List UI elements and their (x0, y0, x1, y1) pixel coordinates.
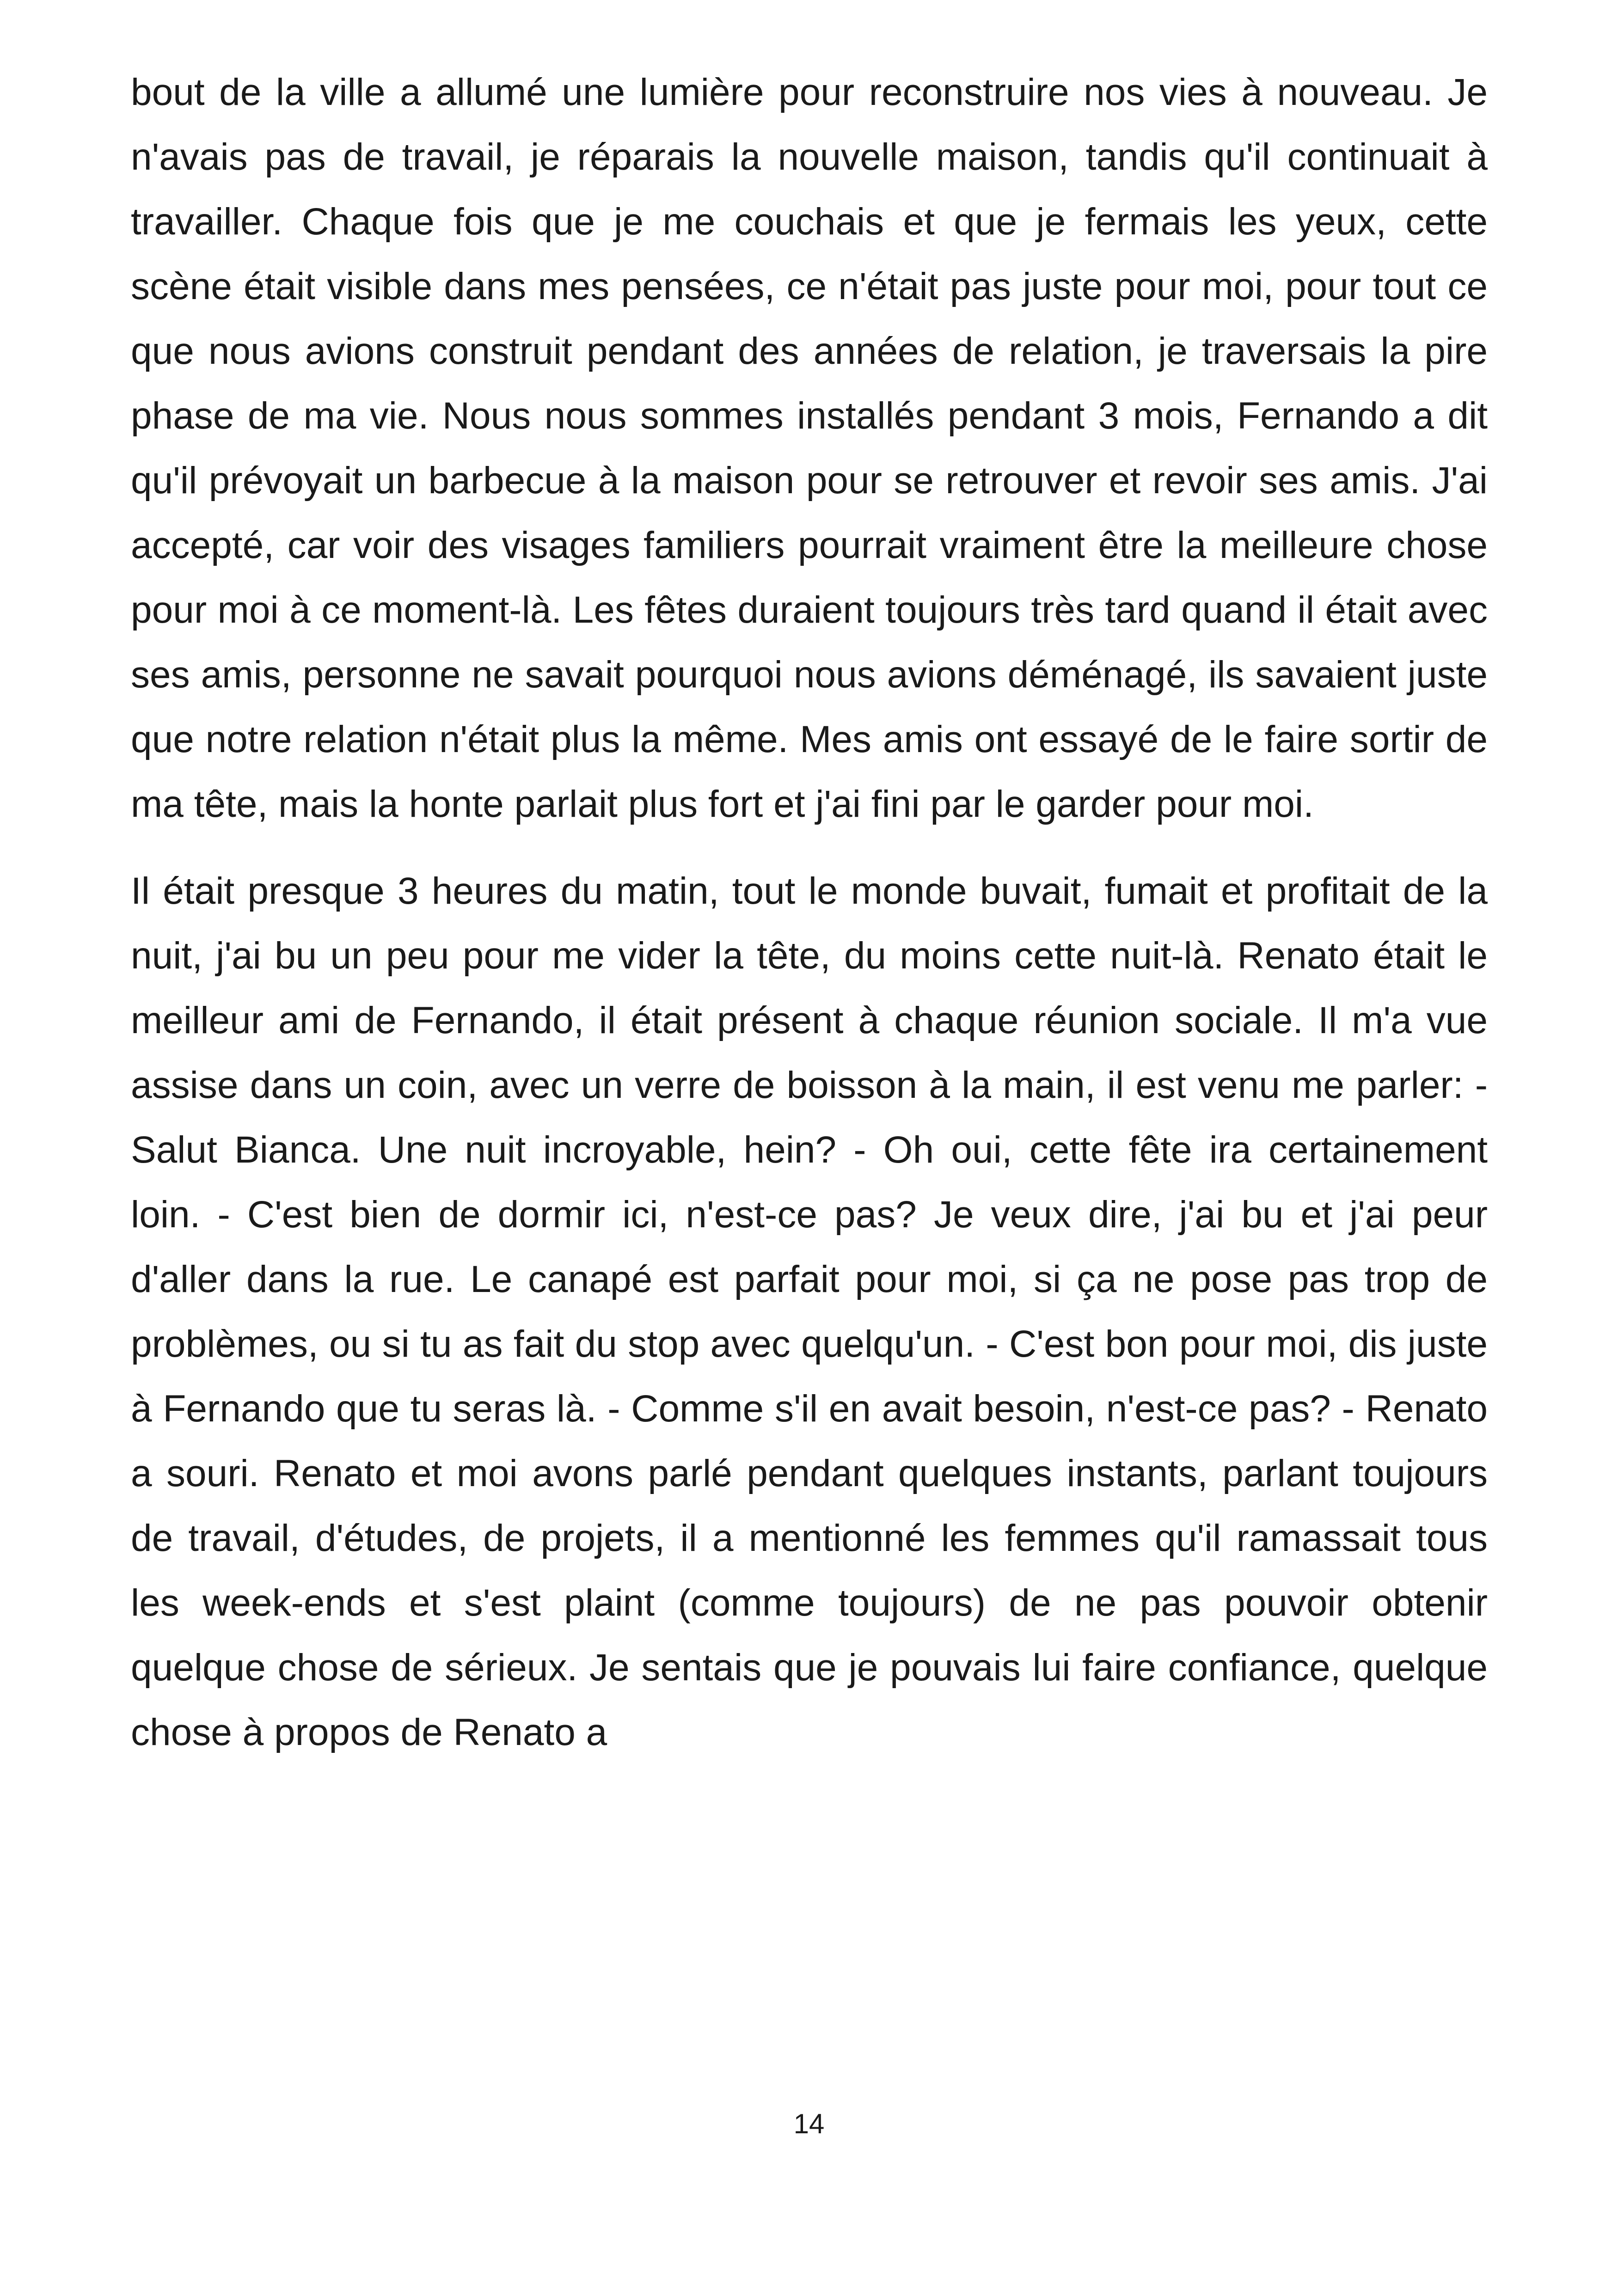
page-body (131, 60, 1488, 1765)
page-number: 14 (793, 2108, 825, 2139)
paragraph-2: Il était presque 3 heures du matin, tout le monde buvait, fumait et profitait de la nuit, j'ai bu un peu pour me vider la tête, du moins cette nuit-là. Renato était le meilleur ami de Fernando, il était présent à chaque réunion sociale. Il m'a vue assise dans un coin, avec un verre de boisson à la main, il est venu me parler: - Salut Bianca. Une nuit incroyable, hein? - Oh oui, cette fête ira certainement loin. - C'est bien de dormir ici, n'est-ce pas? Je veux dire, j'ai bu et j'ai peur d'aller dans la rue. Le canapé est parfait pour moi, si ça ne pose pas trop de problèmes, ou si tu as fait du stop avec quelqu'un. - C'est bon pour moi, dis juste à Fernando que tu seras là. - Comme s'il en avait besoin, n'est-ce pas? - Renato a souri. Renato et moi avons parlé pendant quelques instants, parlant toujours de travail, d'études, de projets, il a mentionné les femmes qu'il ramassait tous les week-ends et s'est plaint (comme toujours) de ne pas pouvoir obtenir quelque chose de sérieux. Je sentais que je pouvais lui faire confiance, quelque chose à propos de Renato a (131, 870, 1488, 1753)
paragraph-1: bout de la ville a allumé une lumière pour reconstruire nos vies à nouveau. Je n'avais pas de travail, je réparais la nouvelle maison, tandis qu'il continuait à travailler. Chaque fois que je me couchais et que je fermais les yeux, cette scène était visible dans mes pensées, ce n'était pas juste pour moi, pour tout ce que nous avions construit pendant des années de relation, je traversais la pire phase de ma vie. Nous nous sommes installés pendant 3 mois, Fernando a dit qu'il prévoyait un barbecue à la maison pour se retrouver et revoir ses amis. J'ai accepté, car voir des visages familiers pourrait vraiment être la meilleure chose pour moi à ce moment-là. Les fêtes duraient toujours très tard quand il était avec ses amis, personne ne savait pourquoi nous avions déménagé, ils savaient juste que notre relation n'était plus la même. Mes amis ont essayé de le faire sortir de ma tête, mais la honte parlait plus fort et j'ai fini par le garder pour moi. (131, 71, 1488, 825)
